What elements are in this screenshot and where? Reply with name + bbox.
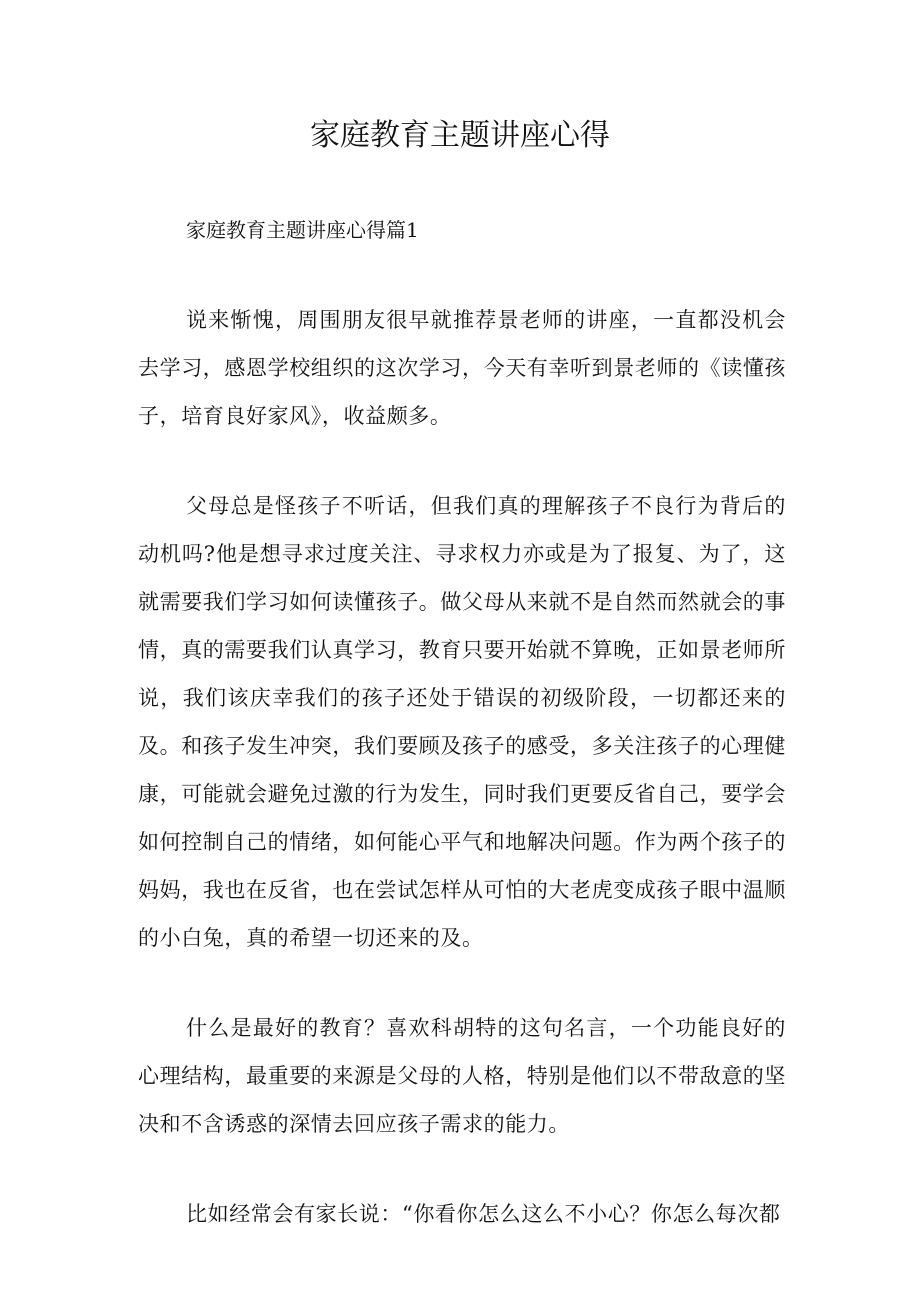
paragraph-1: 说来惭愧，周围朋友很早就推荐景老师的讲座，一直都没机会去学习，感恩学校组织的这次学习，今天有幸听到景老师的《读懂孩子，培育良好家风》，收益颇多。 — [138, 308, 786, 428]
paragraph-gap — [138, 440, 786, 482]
paragraph-gap — [138, 962, 786, 1004]
paragraph-4: 比如经常会有家长说：“你看你怎么这么不小心？你怎么每次都 — [186, 1202, 781, 1226]
paragraph-3: 什么是最好的教育？喜欢科胡特的这句名言，一个功能良好的心理结构，最重要的来源是父母的人格，特别是他们以不带敌意的坚决和不含诱惑的深情去回应孩子需求的能力。 — [138, 1016, 786, 1136]
document-title: 家庭教育主题讲座心得 — [310, 118, 610, 153]
section-heading: 家庭教育主题讲座心得篇1 — [186, 218, 419, 242]
paragraph-gap — [138, 1148, 786, 1190]
paragraph-2: 父母总是怪孩子不听话，但我们真的理解孩子不良行为背后的动机吗?他是想寻求过度关注、寻求权力亦或是为了报复、为了，这就需要我们学习如何读懂孩子。做父母从来就不是自然而然就会的事情，真的需要我们认真学习，教育只要开始就不算晚，正如景老师所说，我们该庆幸我们的孩子还处于错误的初级阶段，一切都还来的及。和孩子发生冲突，我们要顾及孩子的感受，多关注孩子的心理健康，可能就会避免过激的行为发生，同时我们更要反省自己，要学会如何控制自己的情绪，如何能心平气和地解决问题。作为两个孩子的妈妈，我也在反省，也在尝试怎样从可怕的大老虎变成孩子眼中温顺的小白兔，真的希望一切还来的及。 — [138, 494, 786, 950]
document-body — [138, 206, 786, 1238]
paragraph-gap — [138, 254, 786, 296]
